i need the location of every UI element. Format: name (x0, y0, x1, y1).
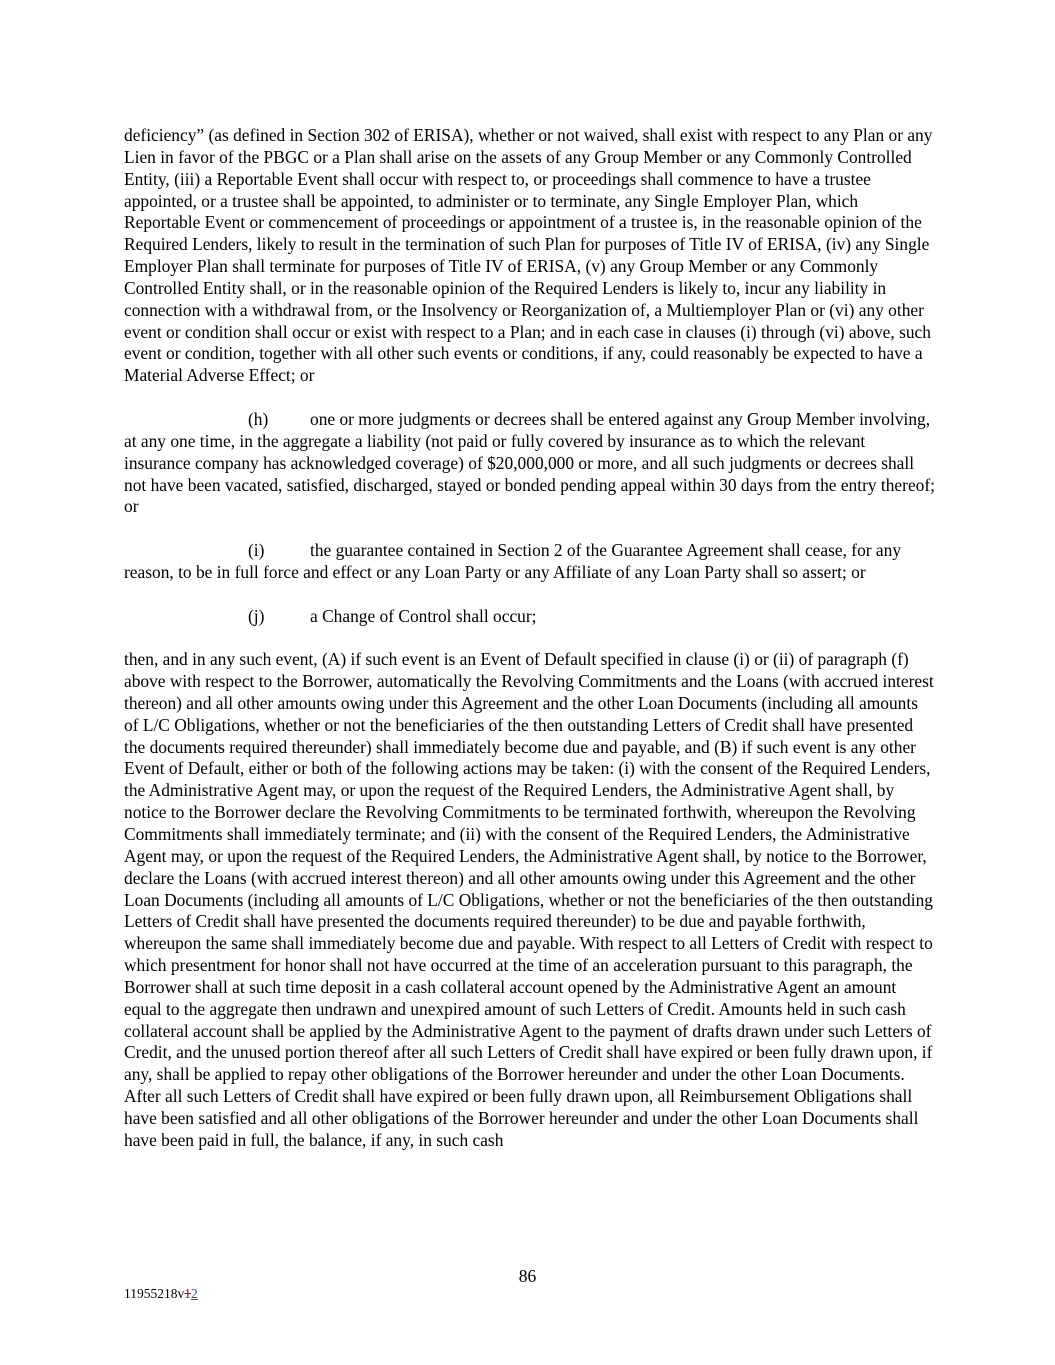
paragraph-i (124, 540, 936, 584)
paragraph-h (124, 409, 936, 518)
paragraph-g-continuation: deficiency” (as defined in Section 302 of ERISA), whether or not waived, shall exist with respect to any Plan or any Lien in favor of the PBGC or a Plan shall arise on the assets of any Group Member or any Commonly Controlled Entity, (iii) a Reportable Event shall occur with respect to, or proceedings shall commence to have a trustee appointed, or a trustee shall be appointed, to administer or to terminate, any Single Employer Plan, which Reportable Event or commencement of proceedings or appointment of a trustee is, in the reasonable opinion of the Required Lenders, likely to result in the termination of such Plan for purposes of Title IV of ERISA, (iv) any Single Employer Plan shall terminate for purposes of Title IV of ERISA, (v) any Group Member or any Commonly Controlled Entity shall, or in the reasonable opinion of the Required Lenders is likely to, incur any liability in connection with a withdrawal from, or the Insolvency or Reorganization of, a Multiemployer Plan or (vi) any other event or condition shall occur or exist with respect to a Plan; and in each case in clauses (i) through (vi) above, such event or condition, together with all other such events or conditions, if any, could reasonably be expected to have a Material Adverse Effect; or (124, 125, 933, 386)
clause-text-h: one or more judgments or decrees shall be entered against any Group Member involving, at any one time, in the aggregate a liability (not paid or fully covered by insurance as to which the relevant insurance company has acknowledged coverage) of $20,000,000 or more, and all such judgments or decrees shall not have been vacated, satisfied, discharged, stayed or bonded pending appeal within 30 days from the entry thereof; or (124, 408, 935, 517)
clause-text-j: a Change of Control shall occur; (310, 605, 537, 626)
paragraph-j (124, 606, 936, 628)
paragraph-then: then, and in any such event, (A) if such event is an Event of Default specified in clause (i) or (ii) of paragraph (f) above with respect to the Borrower, automatically the Revolving Commitments and the Loans (with accrued interest thereon) and all other amounts owing under this Agreement and the other Loan Documents (including all amounts of L/C Obligations, whether or not the beneficiaries of the then outstanding Letters of Credit shall have presented the documents required thereunder) shall immediately become due and payable, and (B) if such event is any other Event of Default, either or both of the following actions may be taken: (i) with the consent of the Required Lenders, the Administrative Agent may, or upon the request of the Required Lenders, the Administrative Agent shall, by notice to the Borrower declare the Revolving Commitments to be terminated forthwith, whereupon the Revolving Commitments shall immediately terminate; and (ii) with the consent of the Required Lenders, the Administrative Agent may, or upon the request of the Required Lenders, the Administrative Agent shall, by notice to the Borrower, declare the Loans (with accrued interest thereon) and all other amounts owing under this Agreement and the other Loan Documents (including all amounts of L/C Obligations, whether or not the beneficiaries of the then outstanding Letters of Credit shall have presented the documents required thereunder) to be due and payable forthwith, whereupon the same shall immediately become due and payable. With respect to all Letters of Credit with respect to which presentment for honor shall not have occurred at the time of an acceleration pursuant to this paragraph, the Borrower shall at such time deposit in a cash collateral account opened by the Administrative Agent an amount equal to the aggregate then undrawn and unexpired amount of such Letters of Credit. Amounts held in such cash collateral account shall be applied by the Administrative Agent to the payment of drafts drawn under such Letters of Credit, and the unused portion thereof after all such Letters of Credit shall have expired or been fully drawn upon, if any, shall be applied to repay other obligations of the Borrower hereunder and under the other Loan Documents. After all such Letters of Credit shall have expired or been fully drawn upon, all Reimbursement Obligations shall have been satisfied and all other obligations of the Borrower hereunder and under the other Loan Documents shall have been paid in full, the balance, if any, in such cash (124, 649, 934, 1150)
document-id-inserted-version: 2 (191, 1286, 198, 1301)
document-id-prefix: 11955218v (124, 1286, 185, 1301)
clause-text-i: the guarantee contained in Section 2 of the Guarantee Agreement shall cease, for any reason, to be in full force and effect or any Loan Party or any Affiliate of any Loan Party shall so assert; or (124, 540, 902, 582)
document-id (124, 1286, 198, 1302)
document-id-deleted-version: 1 (184, 1286, 191, 1301)
body-text (124, 125, 936, 1152)
clause-label-h: (h) (248, 408, 269, 429)
clause-label-j: (j) (248, 605, 265, 626)
page-number: 86 (518, 1266, 537, 1286)
clause-label-i: (i) (248, 540, 265, 561)
